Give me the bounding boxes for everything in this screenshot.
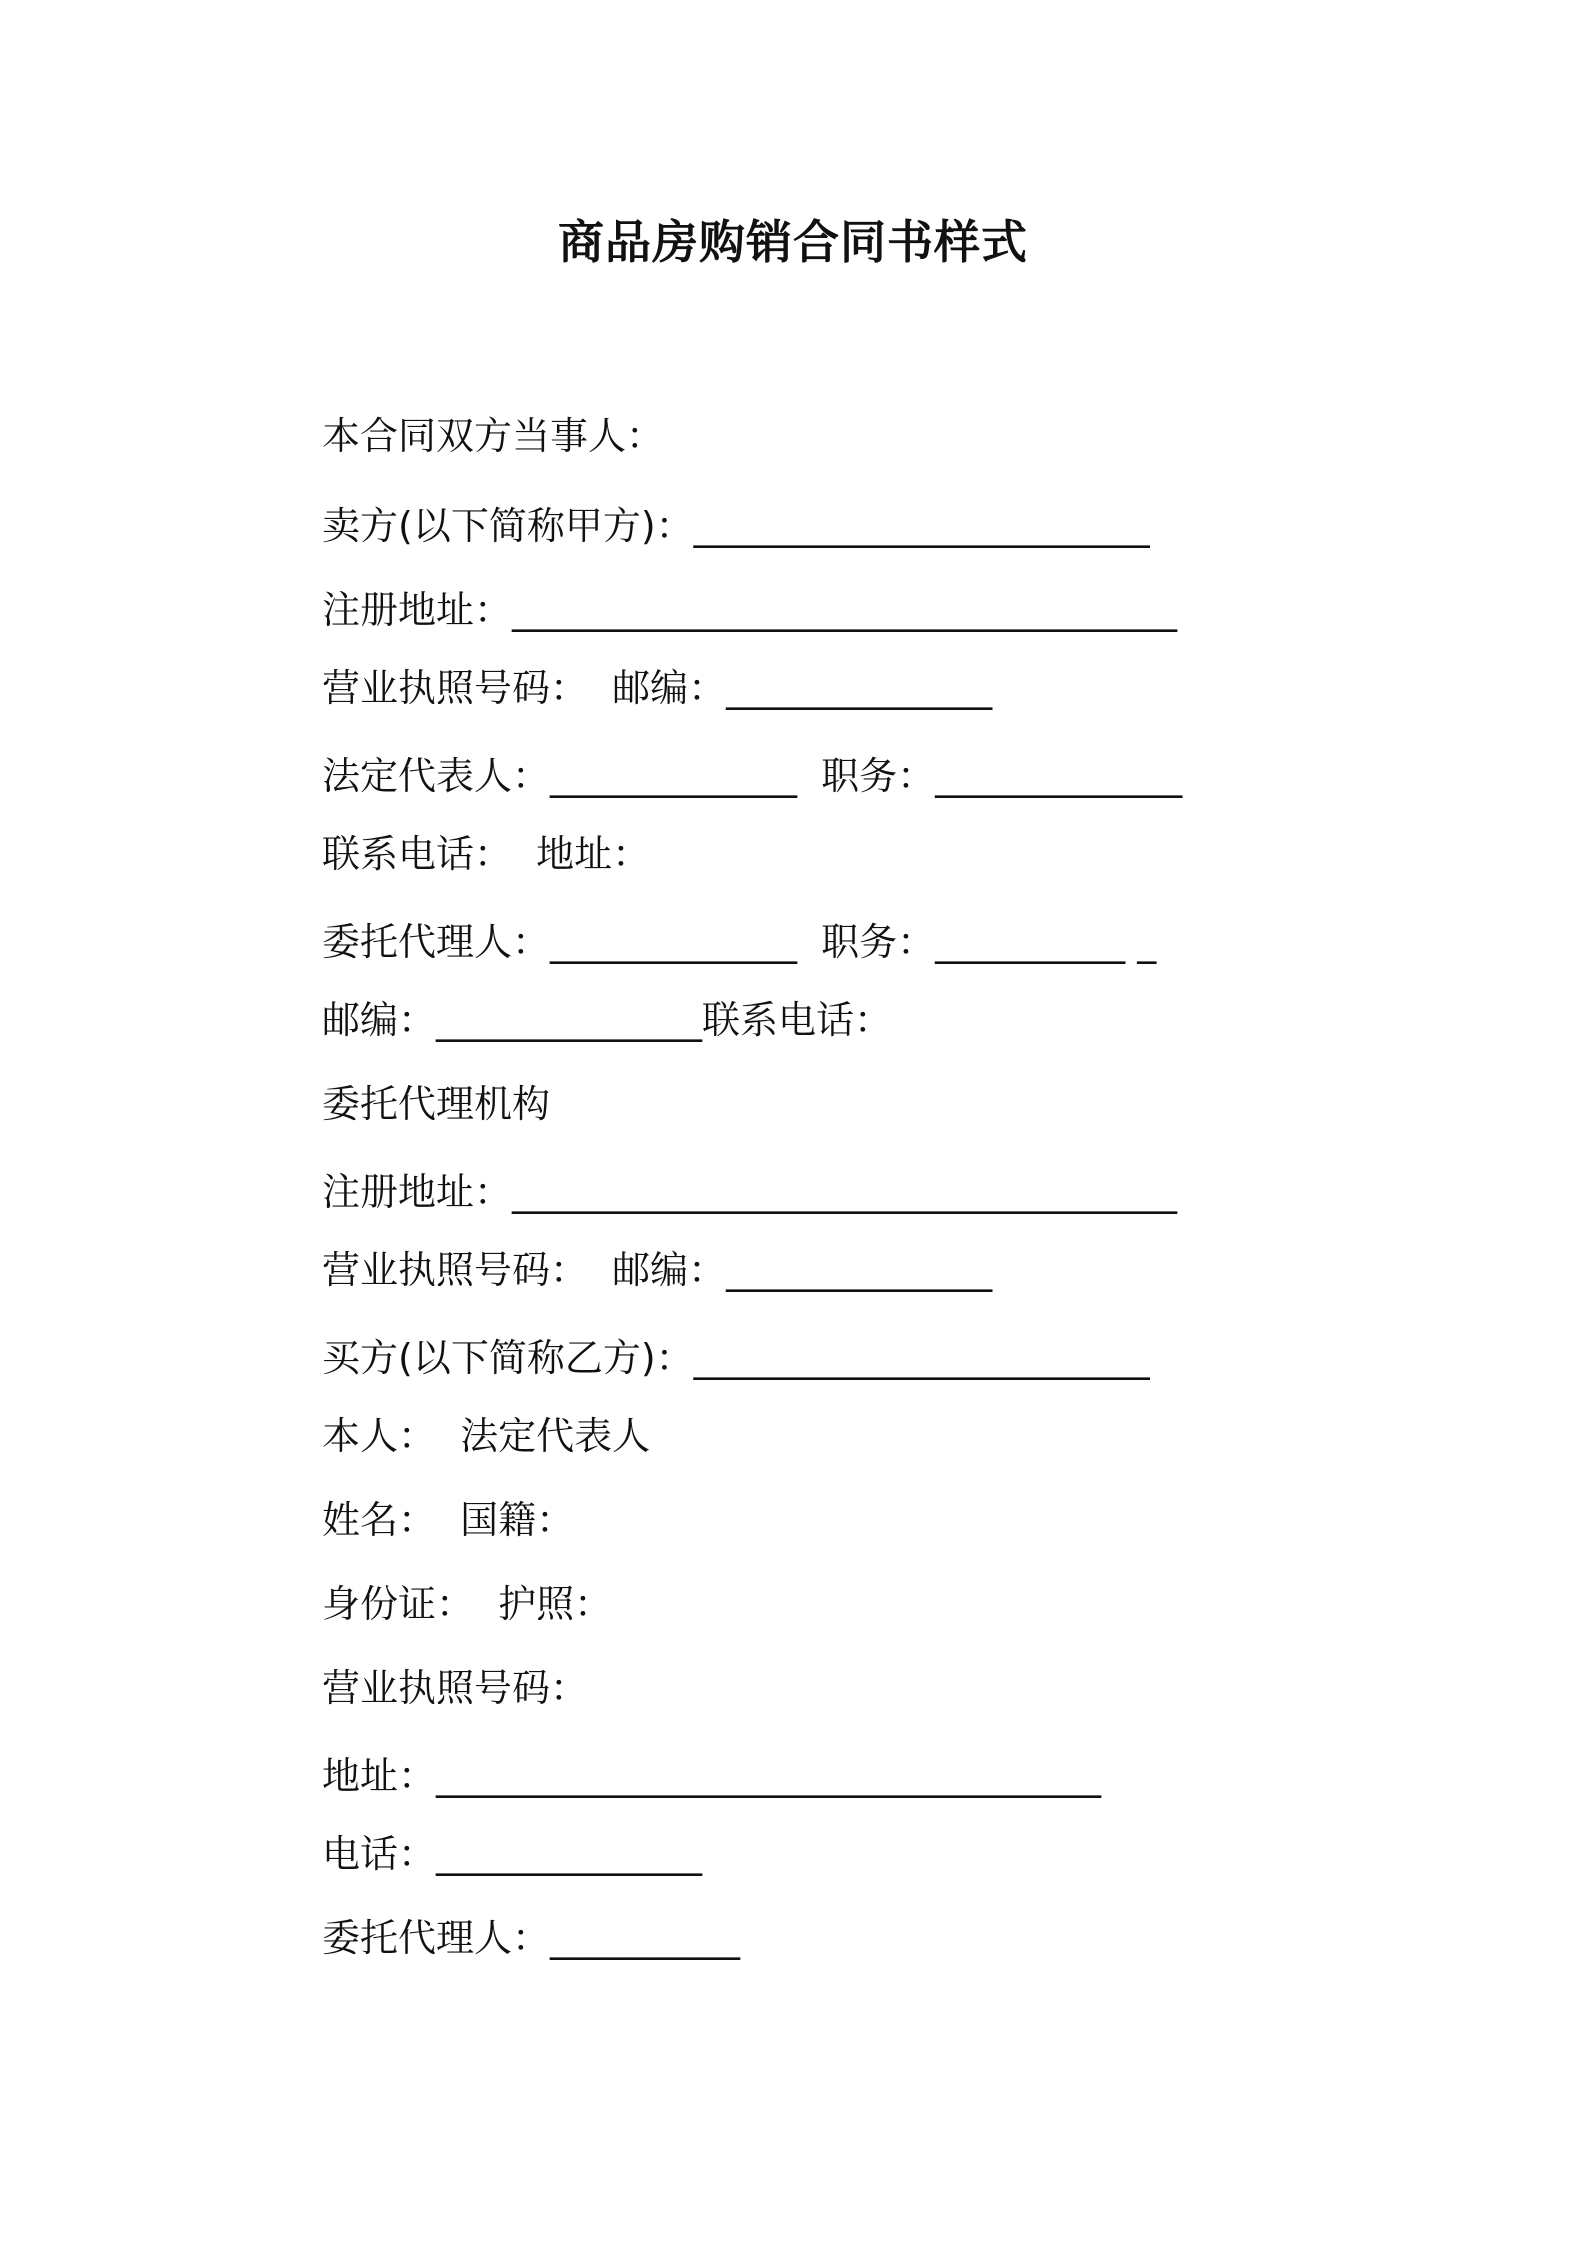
buyer-phone-line: 电话：______________ — [322, 1832, 703, 1876]
seller-license-postcode-line: 营业执照号码： 邮编：______________ — [322, 666, 993, 710]
seller-registered-address-line: 注册地址：___________________________________ — [322, 588, 1178, 632]
document-title: 商品房购销合同书样式 — [558, 215, 1028, 269]
buyer-name-nationality-line: 姓名： 国籍： — [322, 1498, 575, 1542]
seller-phone-address-line: 联系电话： 地址： — [322, 832, 651, 876]
buyer-line: 买方(以下简称乙方)：________________________ — [322, 1336, 1150, 1380]
parties-heading: 本合同双方当事人： — [322, 414, 665, 458]
seller-legal-rep-line: 法定代表人：_____________ 职务：_____________ — [322, 754, 1183, 798]
seller-agent-line: 委托代理人：_____________ 职务：__________ _ — [322, 920, 1157, 964]
buyer-license-line: 营业执照号码： — [322, 1666, 589, 1710]
buyer-agent-line: 委托代理人：__________ — [322, 1916, 741, 1960]
agency-heading: 委托代理机构 — [322, 1082, 551, 1126]
buyer-self-rep-line: 本人： 法定代表人 — [322, 1414, 651, 1458]
buyer-address-line: 地址：___________________________________ — [322, 1754, 1102, 1798]
agency-registered-address-line: 注册地址：___________________________________ — [322, 1170, 1178, 1214]
seller-line: 卖方(以下简称甲方)：________________________ — [322, 504, 1150, 548]
agency-license-postcode-line: 营业执照号码： 邮编：______________ — [322, 1248, 993, 1292]
buyer-id-passport-line: 身份证： 护照： — [322, 1582, 613, 1626]
seller-agent-postcode-phone-line: 邮编：______________联系电话： — [322, 998, 893, 1042]
